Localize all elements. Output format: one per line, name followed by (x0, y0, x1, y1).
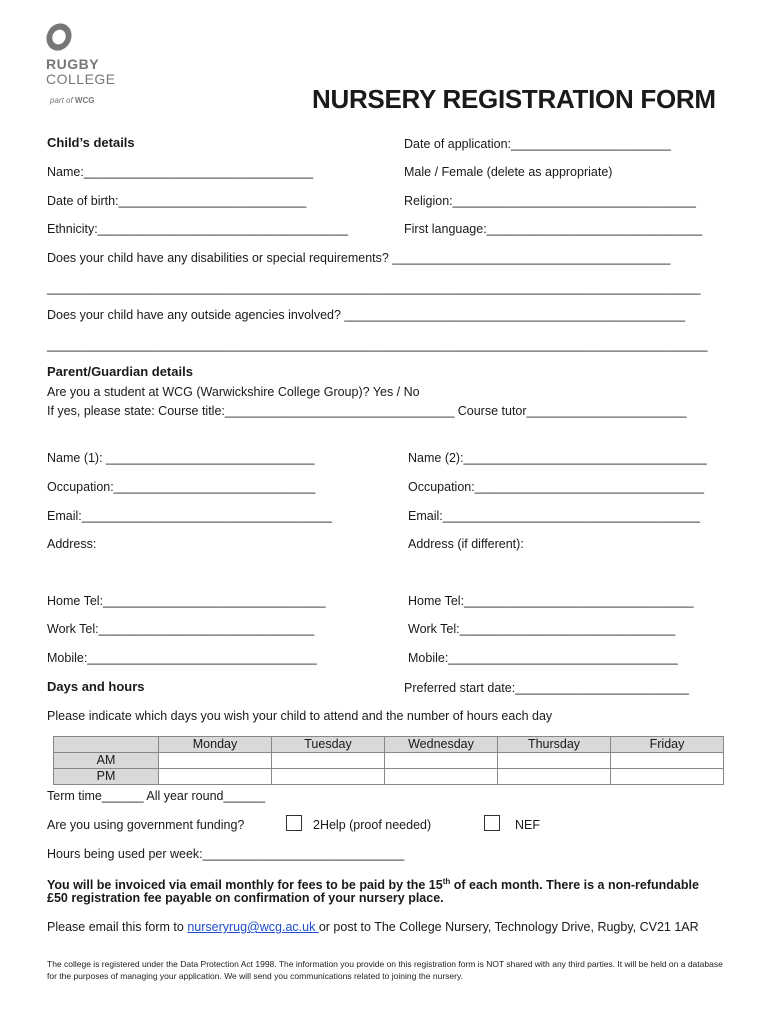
page-title: NURSERY REGISTRATION FORM (312, 84, 716, 114)
am-wednesday-cell[interactable] (385, 753, 498, 769)
logo-part-of: part of WCG (50, 96, 95, 105)
date-of-birth-field[interactable]: Date of birth:___________________________ (47, 194, 307, 208)
am-friday-cell[interactable] (611, 753, 724, 769)
parent1-occupation-field[interactable]: Occupation:_____________________________ (47, 480, 316, 494)
parent1-address-label: Address: (47, 537, 97, 551)
course-field[interactable]: If yes, please state: Course title:_________________________________ Course tutor_______________________ (47, 404, 687, 418)
invoice-notice-line2: £50 registration fee payable on confirmation of your nursery place. (47, 891, 444, 905)
preferred-start-date-field[interactable]: Preferred start date:_________________________ (404, 681, 689, 695)
nef-checkbox[interactable] (484, 815, 500, 831)
pm-friday-cell[interactable] (611, 769, 724, 785)
days-instruction: Please indicate which days you wish your child to attend and the number of hours each day (47, 709, 553, 723)
pm-wednesday-cell[interactable] (385, 769, 498, 785)
term-time-field[interactable]: Term time______ All year round______ (47, 789, 266, 803)
col-tuesday: Tuesday (272, 737, 385, 753)
government-funding-question: Are you using government funding? (47, 818, 245, 832)
child-details-heading: Child’s details (47, 135, 135, 150)
logo-ring-icon (44, 20, 74, 55)
parent2-name-field[interactable]: Name (2):___________________________________ (408, 451, 707, 465)
parent1-work-tel-field[interactable]: Work Tel:_______________________________ (47, 622, 315, 636)
nef-label: NEF (515, 818, 540, 832)
religion-field[interactable]: Religion:___________________________________ (404, 194, 696, 208)
col-monday: Monday (159, 737, 272, 753)
pm-thursday-cell[interactable] (498, 769, 611, 785)
parent1-name-field[interactable]: Name (1): ______________________________ (47, 451, 315, 465)
gender-field[interactable]: Male / Female (delete as appropriate) (404, 165, 613, 179)
parent1-home-tel-field[interactable]: Home Tel:________________________________ (47, 594, 326, 608)
agencies-continuation-line[interactable]: _______________________________________________________________________________________________ (47, 338, 708, 352)
child-name-field[interactable]: Name:_________________________________ (47, 165, 314, 179)
logo-line1: RUGBY (46, 56, 100, 72)
col-wednesday: Wednesday (385, 737, 498, 753)
days-hours-heading: Days and hours (47, 679, 145, 694)
am-tuesday-cell[interactable] (272, 753, 385, 769)
wcg-student-question[interactable]: Are you a student at WCG (Warwickshire College Group)? Yes / No (47, 385, 420, 399)
parent2-occupation-field[interactable]: Occupation:_________________________________ (408, 480, 705, 494)
2help-checkbox[interactable] (286, 815, 302, 831)
am-monday-cell[interactable] (159, 753, 272, 769)
ethnicity-field[interactable]: Ethnicity:____________________________________ (47, 222, 348, 236)
col-friday: Friday (611, 737, 724, 753)
parent2-email-field[interactable]: Email:_____________________________________ (408, 509, 700, 523)
col-thursday: Thursday (498, 737, 611, 753)
invoice-notice-line1: You will be invoiced via email monthly for fees to be paid by the 15th of each month. There is a non-refundable (47, 877, 699, 893)
parent2-mobile-field[interactable]: Mobile:_________________________________ (408, 651, 678, 665)
table-corner (54, 737, 159, 753)
row-pm: PM (54, 769, 159, 785)
date-of-application-field[interactable]: Date of application:_______________________ (404, 137, 671, 151)
first-language-field[interactable]: First language:_______________________________ (404, 222, 703, 236)
parent-details-heading: Parent/Guardian details (47, 364, 193, 379)
am-thursday-cell[interactable] (498, 753, 611, 769)
2help-label: 2Help (proof needed) (313, 818, 432, 832)
logo-line2: COLLEGE (46, 71, 116, 87)
pm-tuesday-cell[interactable] (272, 769, 385, 785)
outside-agencies-field[interactable]: Does your child have any outside agencies involved? _________________________________________________ (47, 308, 686, 322)
days-table (53, 736, 724, 785)
pm-monday-cell[interactable] (159, 769, 272, 785)
parent2-work-tel-field[interactable]: Work Tel:_______________________________ (408, 622, 676, 636)
disabilities-field[interactable]: Does your child have any disabilities or special requirements? ________________________________________ (47, 251, 671, 265)
contact-line: Please email this form to nurseryrug@wcg.ac.uk or post to The College Nursery, Technology Drive, Rugby, CV21 1AR (47, 920, 699, 934)
parent1-email-field[interactable]: Email:____________________________________ (47, 509, 332, 523)
college-logo (46, 24, 136, 114)
row-am: AM (54, 753, 159, 769)
data-protection-notice: The college is registered under the Data Protection Act 1998. The information you provide on this registration form is NOT shared with any third parties. It will be held on a database for the purposes of managing your application. We will send you communications related to joining the nursery. (47, 959, 723, 981)
parent2-address-label: Address (if different): (408, 537, 524, 551)
parent1-mobile-field[interactable]: Mobile:_________________________________ (47, 651, 317, 665)
disabilities-continuation-line[interactable]: ______________________________________________________________________________________________ (47, 281, 701, 295)
parent2-home-tel-field[interactable]: Home Tel:_________________________________ (408, 594, 694, 608)
hours-per-week-field[interactable]: Hours being used per week:_____________________________ (47, 847, 405, 861)
email-link[interactable]: nurseryrug@wcg.ac.uk (187, 920, 319, 934)
